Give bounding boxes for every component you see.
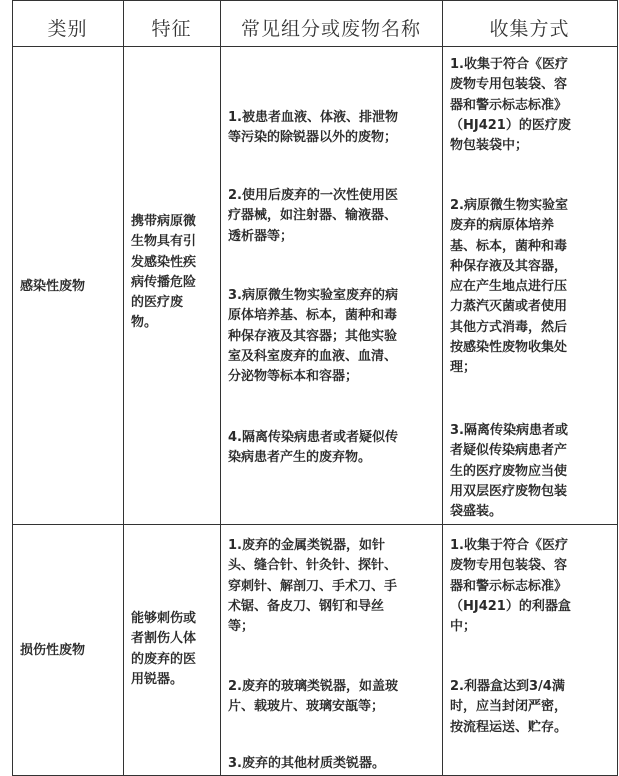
component-item: 4.隔离传染病患者或者疑似传 染病患者产生的废弃物。 — [228, 430, 398, 466]
component-item: 3.病原微生物实验室废弃的病 原体培养基、标本，菌种和毒 种保存液及其容器；其他实验 室及科室废弃的血液、血清、 分泌物等标本和容器； — [228, 288, 398, 385]
table-border-top — [12, 0, 618, 1]
row-feature-infectious: 携带病原微 生物具有引 发感染性疾 病传播危险 的医疗废 物。 — [131, 214, 197, 331]
header-collection: 收集方式 — [489, 18, 570, 40]
row-divider — [12, 524, 618, 525]
collection-item: 2.利器盒达到3/4满 时，应当封闭严密， 按流程运送、贮存。 — [450, 679, 568, 735]
column-divider — [123, 0, 124, 776]
component-item: 2.使用后废弃的一次性使用医 疗器械，如注射器、输液器、 透析器等； — [228, 188, 398, 244]
collection-item: 3.隔离传染病患者或 者疑似传染病患者产 生的医疗废物应当使 用双层医疗废物包装 袋盛装。 — [450, 423, 568, 520]
collection-item: 1.收集于符合《医疗 废物专用包装袋、容 器和警示标志标准》 （HJ421）的利器盒 中； — [450, 538, 571, 635]
component-item: 3.废弃的其他材质类锐器。 — [228, 756, 385, 771]
table-border-right — [617, 0, 618, 776]
row-category-sharps: 损伤性废物 — [20, 643, 86, 658]
column-divider — [442, 0, 443, 776]
row-category-infectious: 感染性废物 — [20, 279, 86, 294]
header-category: 类别 — [47, 18, 88, 40]
row-feature-sharps: 能够刺伤或 者割伤人体 的废弃的医 用锐器。 — [131, 611, 197, 687]
table-border-left — [12, 0, 13, 776]
header-divider — [12, 46, 618, 47]
component-item: 1.废弃的金属类锐器，如针 头、缝合针、针灸针、探针、 穿刺针、解剖刀、手术刀、手 术锯、备皮刀、钢钉和导丝 等； — [228, 538, 398, 635]
collection-item: 2.病原微生物实验室 废弃的病原体培养 基、标本，菌种和毒 种保存液及其容器， 应在产生地点进行压 力蒸汽灭菌或者使用 其他方式消毒，然后 按感染性废物收集处 理； — [450, 198, 568, 376]
header-feature: 特征 — [151, 18, 192, 40]
component-item: 2.废弃的玻璃类锐器，如盖玻 片、载玻片、玻璃安瓿等； — [228, 679, 398, 715]
header-components: 常见组分或废物名称 — [240, 18, 421, 40]
component-item: 1.被患者血液、体液、排泄物 等污染的除锐器以外的废物； — [228, 110, 398, 146]
collection-item: 1.收集于符合《医疗 废物专用包装袋、容 器和警示标志标准》 （HJ421）的医疗废 物包装袋中； — [450, 57, 571, 154]
